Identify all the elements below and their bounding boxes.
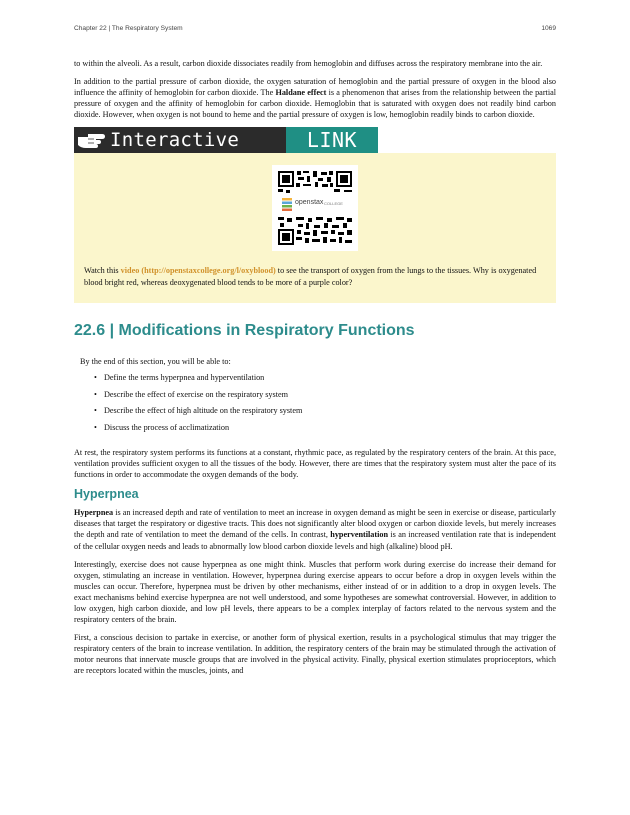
qr-logo-subtext: COLLEGE (324, 200, 343, 206)
oxyblood-video-link[interactable]: video (http://openstaxcollege.org/l/oxyblood) (120, 266, 276, 276)
paragraph-stimulus: First, a conscious decision to partake in exercise, or another form of physical exertion, results in a psychological stimulus that may trigger the respiratory centers of the brain to increase ventilation. In addition, the respiratory centers of the brain may be stimulated through the activation of motor neurons that innervate muscle groups that are involved in the physical activity. Finally, physical exertion stimulates proprioceptors, which are receptors located within the muscles, joints, and (74, 633, 556, 676)
list-item: • Describe the effect of high altitude on the respiratory system (94, 405, 556, 416)
section-title: Modifications in Respiratory Functions (118, 322, 415, 340)
list-item: • Describe the effect of exercise on the respiratory system (94, 389, 556, 400)
chapter-title: Chapter 22 | The Respiratory System (74, 25, 183, 32)
term-hyperventilation: hyperventilation (330, 530, 389, 540)
banner-interactive-text: Interactive (110, 129, 240, 152)
pointing-hand-icon (74, 127, 108, 153)
banner-dark-part (74, 127, 286, 153)
term-haldane-effect: Haldane effect (275, 88, 327, 98)
qr-code[interactable] (272, 165, 358, 251)
paragraph-alveoli: to within the alveoli. As a result, carbon dioxide dissociates readily from hemoglobin and diffuses across the respiratory membrane into the air. (74, 59, 543, 68)
learning-objectives (74, 357, 556, 433)
section-heading (74, 322, 556, 340)
banner-teal-part (286, 127, 378, 153)
interactive-link-banner (74, 127, 378, 153)
text-run: is an increased ventilation rate that is independent of the cellular oxygen needs and leads to abnormally low blood carbon dioxide levels and high (alkaline) blood pH. (74, 530, 557, 551)
list-item: • Discuss the process of acclimatization (94, 422, 556, 433)
text-run: Watch this (84, 266, 121, 276)
paragraph-exercise-hyperpnea: Interestingly, exercise does not cause hyperpnea as one might think. Muscles that perform work during exercise do increase their demand for oxygen, stimulating an increase in ventilation. However, hyperpnea during exercise appears to occur before a drop in oxygen levels within the muscles can occur. Therefore, hyperpnea must be driven by other mechanisms, either instead of or in addition to a drop in oxygen levels. The exact mechanisms behind exercise hyperpnea are not well understood, and some hypotheses are somewhat controversial. However, in addition to low oxygen, high carbon dioxide, and low pH levels, there appears to be a complex interplay of factors related to the nervous system and the respiratory centers of the brain. (74, 559, 556, 625)
objectives-intro: By the end of this section, you will be able to: (80, 357, 231, 367)
section-separator: | (109, 322, 115, 340)
text-run: to see the transport of oxygen from the lungs to the tissues. Why is oxygenated blood bright red, whereas deoxygenated blood tends to be more of a purple color? (84, 266, 537, 287)
paragraph-haldane (74, 76, 556, 120)
paragraph-rest: At rest, the respiratory system performs its functions at a constant, rhythmic pace, as regulated by the respiratory centers of the brain. At this pace, ventilation provides sufficient oxygen to all the tissues of the body. However, there are times that the respiratory system must alter the pace of its functions in order to accommodate the oxygen demands of the body. (74, 447, 556, 480)
interactive-link-box (74, 153, 556, 303)
page-header (74, 25, 556, 37)
text-run: is an increased depth and rate of ventilation to meet an increase in oxygen demand as might be seen in exercise or disease, particularly diseases that target the respiratory or digestive tracts. This does not significantly alter blood oxygen or carbon dioxide levels, but merely increases the depth and rate of ventilation to meet the demand of the cells. In contrast, (74, 508, 556, 540)
page-number: 1069 (541, 25, 556, 32)
banner-link-text: LINK (306, 128, 358, 153)
objectives-list (80, 372, 556, 433)
subsection-heading-hyperpnea: Hyperpnea (74, 487, 139, 502)
section-number: 22.6 (74, 322, 106, 340)
interactive-link-text (84, 265, 546, 288)
paragraph-hyperpnea-definition (74, 507, 556, 551)
page-content (74, 58, 556, 684)
text-run: In addition to the partial pressure of carbon dioxide, the oxygen saturation of hemoglobin and the partial pressure of oxygen in the blood also influence the affinity of hemoglobin for carbon dioxide. The (74, 77, 556, 98)
qr-logo-text: openstax (295, 199, 324, 207)
qr-code-icon (272, 165, 358, 251)
term-hyperpnea: Hyperpnea (74, 508, 114, 518)
text-run: is a phenomenon that arises from the relationship between the partial pressure of oxygen and the affinity of hemoglobin for carbon dioxide. Hemoglobin that is saturated with oxygen does not readily bind carbon dioxide. However, when oxygen is not bound to heme and the partial pressure of oxygen is low, hemoglobin readily binds to carbon dioxide. (74, 88, 557, 120)
list-item: • Define the terms hyperpnea and hyperventilation (94, 372, 556, 383)
